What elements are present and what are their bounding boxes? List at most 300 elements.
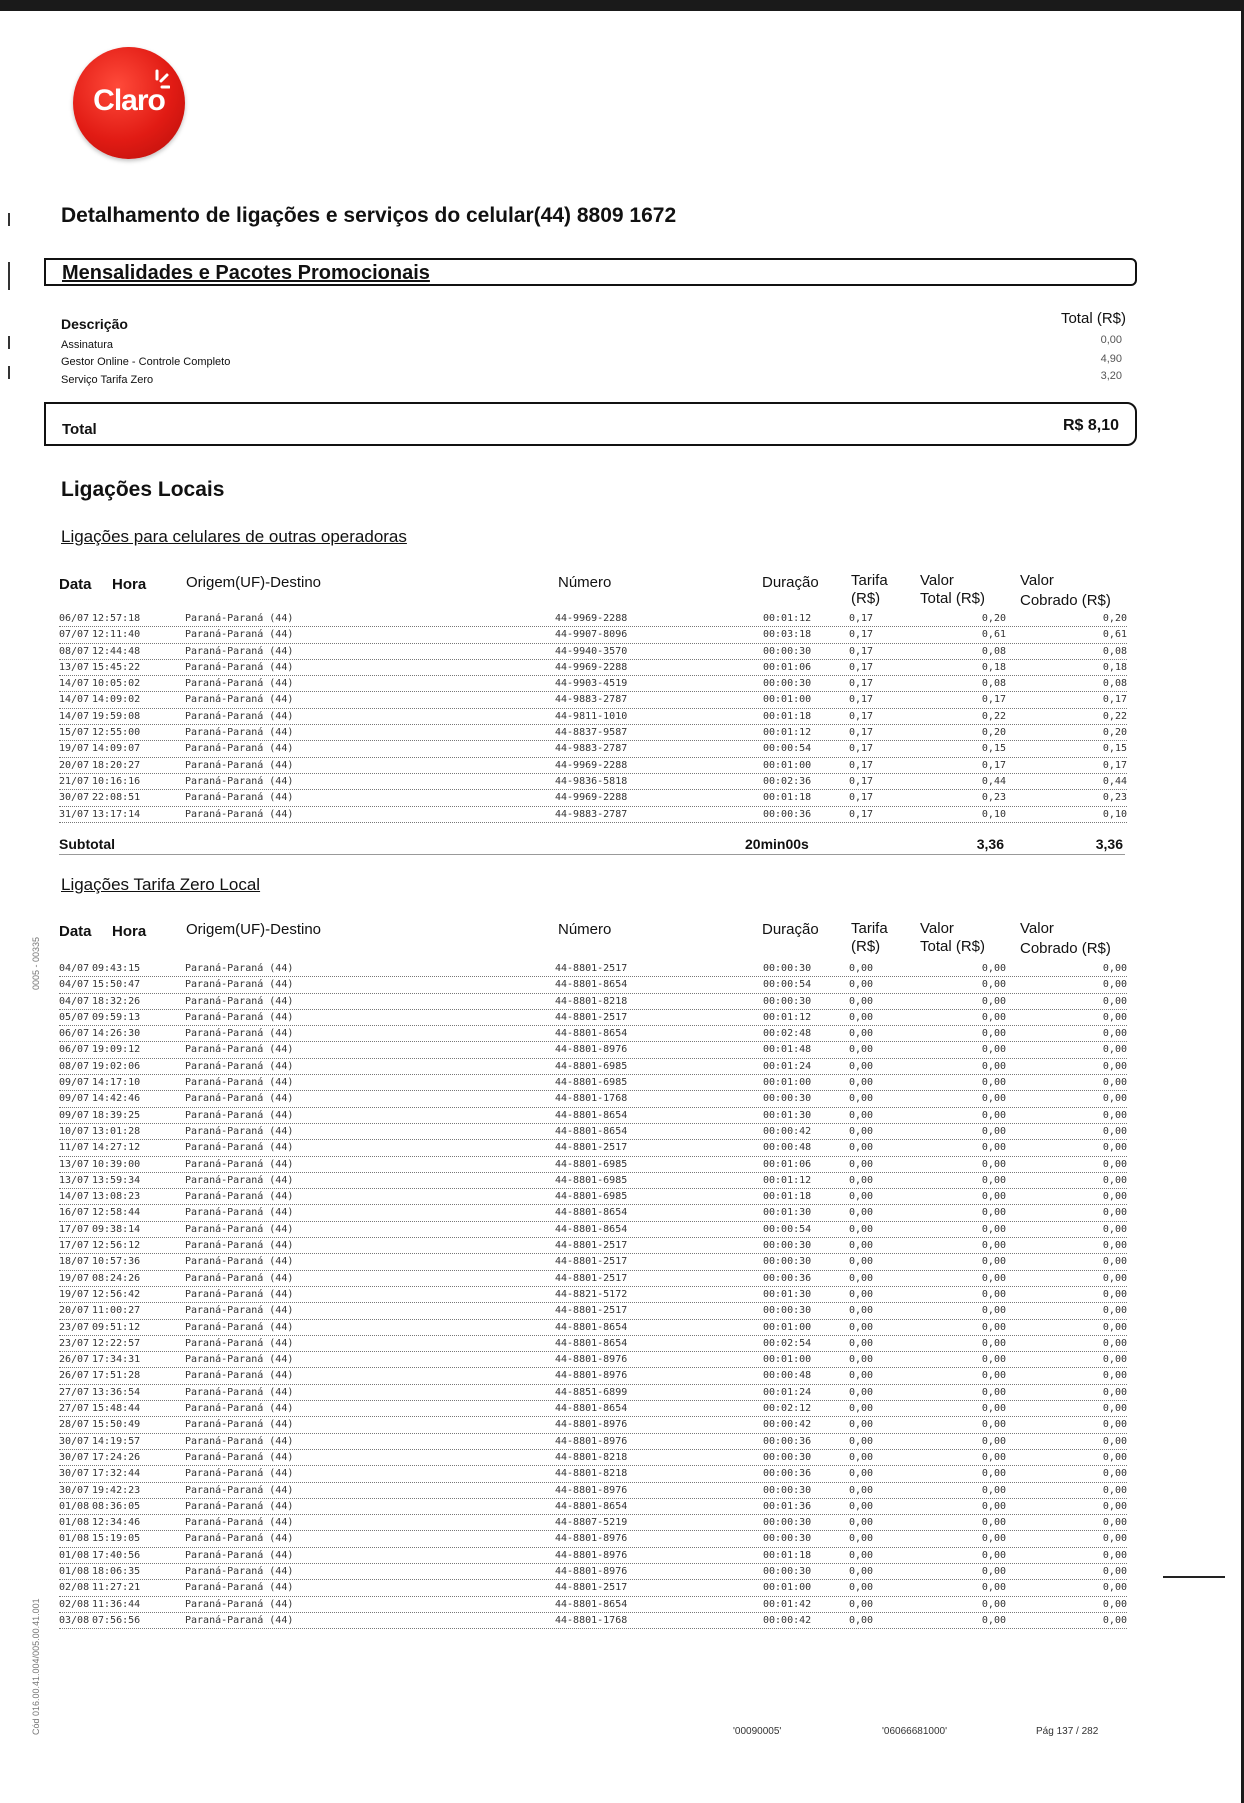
call-date: 04/07 [59, 995, 90, 1007]
table-row [59, 1222, 1127, 1238]
table-row [59, 1254, 1127, 1270]
footer-code-2: '06066681000' [882, 1726, 947, 1737]
call-number: 44-8801-8654 [555, 1403, 628, 1415]
call-time: 17:51:28 [92, 1370, 141, 1382]
call-route: Paraná-Paraná (44) [185, 1500, 294, 1512]
call-rate: 0,17 [849, 629, 874, 641]
call-number: 44-9969-2288 [555, 792, 628, 804]
call-date: 20/07 [59, 1305, 90, 1317]
call-date: 06/07 [59, 613, 90, 624]
call-charged: 0,00 [1102, 1240, 1127, 1252]
table-row [59, 1499, 1127, 1515]
call-total: 0,00 [981, 1321, 1006, 1333]
call-number: 44-8801-8654 [555, 1207, 628, 1219]
table-row [59, 1287, 1127, 1303]
call-rate: 0,17 [849, 661, 874, 673]
call-date: 27/07 [59, 1403, 90, 1415]
call-rate: 0,00 [849, 1305, 874, 1317]
call-duration: 00:00:30 [763, 678, 812, 690]
table-row [59, 725, 1127, 741]
call-number: 44-8801-1768 [555, 1093, 628, 1105]
call-duration: 00:00:30 [763, 963, 812, 974]
call-route: Paraná-Paraná (44) [185, 1435, 294, 1447]
call-charged: 0,23 [1102, 792, 1127, 804]
call-number: 44-8801-8654 [555, 979, 628, 991]
service-name: Serviço Tarifa Zero [61, 374, 154, 386]
call-total: 0,00 [981, 1549, 1006, 1561]
call-duration: 00:00:48 [763, 1370, 812, 1382]
call-route: Paraná-Paraná (44) [185, 1288, 294, 1300]
table-row [59, 994, 1127, 1010]
table-row [59, 1059, 1127, 1075]
call-charged: 0,00 [1102, 1207, 1127, 1219]
call-total: 0,00 [981, 1272, 1006, 1284]
table1-rows [59, 611, 1127, 823]
call-number: 44-8801-8976 [555, 1370, 628, 1382]
call-route: Paraná-Paraná (44) [185, 1598, 294, 1610]
col-tarifa: Tarifa [851, 920, 888, 937]
call-route: Paraná-Paraná (44) [185, 629, 294, 641]
call-route: Paraná-Paraná (44) [185, 1207, 294, 1219]
call-rate: 0,00 [849, 1500, 874, 1512]
call-total: 0,20 [981, 727, 1006, 739]
col-duracao: Duração [762, 574, 819, 591]
call-date: 30/07 [59, 792, 90, 804]
call-charged: 0,00 [1102, 1337, 1127, 1349]
call-charged: 0,00 [1102, 1142, 1127, 1154]
call-time: 10:16:16 [92, 775, 141, 787]
call-date: 07/07 [59, 629, 90, 641]
table-row [59, 1597, 1127, 1613]
table-row [59, 692, 1127, 708]
call-duration: 00:01:30 [763, 1288, 812, 1300]
call-route: Paraná-Paraná (44) [185, 1419, 294, 1431]
col-origem: Origem(UF)-Destino [186, 574, 322, 591]
mensalidades-heading: Mensalidades e Pacotes Promocionais [62, 262, 430, 284]
call-rate: 0,00 [849, 1321, 874, 1333]
call-rate: 0,00 [849, 1158, 874, 1170]
call-date: 19/07 [59, 1272, 90, 1284]
call-time: 15:19:05 [92, 1533, 141, 1545]
margin-tick [8, 213, 10, 226]
call-date: 01/08 [59, 1517, 90, 1529]
call-total: 0,00 [981, 1028, 1006, 1040]
table-row [59, 1157, 1127, 1173]
table-row [59, 1010, 1127, 1026]
call-date: 31/07 [59, 808, 90, 820]
call-time: 18:20:27 [92, 759, 141, 771]
table-row [59, 1531, 1127, 1547]
call-date: 09/07 [59, 1077, 90, 1089]
call-number: 44-9836-5818 [555, 775, 628, 787]
call-number: 44-8801-6985 [555, 1077, 628, 1089]
call-duration: 00:01:18 [763, 710, 812, 722]
call-time: 12:11:40 [92, 629, 141, 641]
call-charged: 0,00 [1102, 1582, 1127, 1594]
call-total: 0,15 [981, 743, 1006, 755]
call-charged: 0,00 [1102, 1191, 1127, 1203]
table-row [59, 1124, 1127, 1140]
table-row [59, 1173, 1127, 1189]
call-charged: 0,00 [1102, 1533, 1127, 1545]
call-route: Paraná-Paraná (44) [185, 1354, 294, 1366]
call-route: Paraná-Paraná (44) [185, 1272, 294, 1284]
call-rate: 0,00 [849, 1354, 874, 1366]
call-duration: 00:00:30 [763, 1484, 812, 1496]
call-charged: 0,00 [1102, 1370, 1127, 1382]
call-total: 0,17 [981, 759, 1006, 771]
call-rate: 0,00 [849, 995, 874, 1007]
call-route: Paraná-Paraná (44) [185, 1093, 294, 1105]
call-rate: 0,17 [849, 613, 874, 624]
call-route: Paraná-Paraná (44) [185, 963, 294, 974]
call-duration: 00:00:36 [763, 808, 812, 820]
table-row [59, 1042, 1127, 1058]
table-row [59, 1385, 1127, 1401]
call-date: 13/07 [59, 1158, 90, 1170]
table-row [59, 1434, 1127, 1450]
call-total: 0,00 [981, 1093, 1006, 1105]
call-duration: 00:01:18 [763, 792, 812, 804]
call-route: Paraná-Paraná (44) [185, 678, 294, 690]
call-date: 20/07 [59, 759, 90, 771]
call-route: Paraná-Paraná (44) [185, 1044, 294, 1056]
call-duration: 00:01:06 [763, 661, 812, 673]
call-duration: 00:01:48 [763, 1044, 812, 1056]
call-number: 44-8801-8976 [555, 1549, 628, 1561]
call-charged: 0,17 [1102, 694, 1127, 706]
call-rate: 0,00 [849, 1533, 874, 1545]
table-row [59, 660, 1127, 676]
call-charged: 0,00 [1102, 1598, 1127, 1610]
call-time: 14:09:02 [92, 694, 141, 706]
call-total: 0,00 [981, 1060, 1006, 1072]
tarifa-zero-heading: Ligações Tarifa Zero Local [61, 875, 261, 894]
call-time: 14:42:46 [92, 1093, 141, 1105]
call-total: 0,00 [981, 1223, 1006, 1235]
call-duration: 00:01:18 [763, 1191, 812, 1203]
call-rate: 0,00 [849, 1598, 874, 1610]
call-rate: 0,17 [849, 645, 874, 657]
call-date: 02/08 [59, 1582, 90, 1594]
table-row [59, 1205, 1127, 1221]
call-number: 44-8801-2517 [555, 1240, 628, 1252]
call-number: 44-8801-8654 [555, 1321, 628, 1333]
call-date: 08/07 [59, 645, 90, 657]
call-time: 09:59:13 [92, 1011, 141, 1023]
call-rate: 0,00 [849, 1109, 874, 1121]
call-charged: 0,20 [1102, 727, 1127, 739]
call-total: 0,00 [981, 1337, 1006, 1349]
call-route: Paraná-Paraná (44) [185, 1191, 294, 1203]
table-row [59, 1271, 1127, 1287]
call-number: 44-9940-3570 [555, 645, 628, 657]
call-rate: 0,00 [849, 1191, 874, 1203]
call-duration: 00:01:00 [763, 1077, 812, 1089]
call-time: 14:26:30 [92, 1028, 141, 1040]
col-data: Data [59, 576, 92, 593]
call-time: 19:42:23 [92, 1484, 141, 1496]
call-time: 18:32:26 [92, 995, 141, 1007]
call-total: 0,00 [981, 1582, 1006, 1594]
call-number: 44-9969-2288 [555, 613, 628, 624]
call-route: Paraná-Paraná (44) [185, 1077, 294, 1089]
call-duration: 00:00:30 [763, 1565, 812, 1577]
call-total: 0,00 [981, 1614, 1006, 1626]
table-row [59, 1091, 1127, 1107]
call-number: 44-8801-8654 [555, 1337, 628, 1349]
call-number: 44-8801-8976 [555, 1533, 628, 1545]
footer-code-1: '00090005' [733, 1726, 782, 1737]
call-total: 0,00 [981, 1174, 1006, 1186]
call-total: 0,00 [981, 1354, 1006, 1366]
call-total: 0,00 [981, 1533, 1006, 1545]
call-total: 0,00 [981, 1240, 1006, 1252]
call-route: Paraná-Paraná (44) [185, 1468, 294, 1480]
call-charged: 0,00 [1102, 1549, 1127, 1561]
call-duration: 00:02:36 [763, 775, 812, 787]
call-rate: 0,00 [849, 1060, 874, 1072]
call-rate: 0,17 [849, 678, 874, 690]
call-number: 44-9969-2288 [555, 759, 628, 771]
call-charged: 0,00 [1102, 1044, 1127, 1056]
call-charged: 0,08 [1102, 645, 1127, 657]
call-rate: 0,00 [849, 1240, 874, 1252]
call-total: 0,22 [981, 710, 1006, 722]
call-total: 0,00 [981, 995, 1006, 1007]
call-duration: 00:00:30 [763, 1256, 812, 1268]
call-time: 09:51:12 [92, 1321, 141, 1333]
call-charged: 0,00 [1102, 1468, 1127, 1480]
call-date: 09/07 [59, 1109, 90, 1121]
table-row [59, 1303, 1127, 1319]
table-row [59, 676, 1127, 692]
call-route: Paraná-Paraná (44) [185, 792, 294, 804]
call-time: 15:50:47 [92, 979, 141, 991]
call-charged: 0,10 [1102, 808, 1127, 820]
call-time: 14:19:57 [92, 1435, 141, 1447]
call-number: 44-8801-2517 [555, 1142, 628, 1154]
call-total: 0,00 [981, 1044, 1006, 1056]
call-total: 0,00 [981, 1207, 1006, 1219]
call-rate: 0,17 [849, 775, 874, 787]
call-route: Paraná-Paraná (44) [185, 1223, 294, 1235]
call-date: 15/07 [59, 727, 90, 739]
call-total: 0,00 [981, 1403, 1006, 1415]
call-date: 09/07 [59, 1093, 90, 1105]
call-total: 0,44 [981, 775, 1006, 787]
call-duration: 00:00:54 [763, 979, 812, 991]
call-date: 17/07 [59, 1223, 90, 1235]
col-data: Data [59, 923, 92, 940]
service-value: 0,00 [1100, 334, 1122, 346]
call-time: 18:06:35 [92, 1565, 141, 1577]
call-time: 08:24:26 [92, 1272, 141, 1284]
call-total: 0,00 [981, 1370, 1006, 1382]
margin-tick [8, 366, 10, 379]
call-charged: 0,00 [1102, 1614, 1127, 1626]
table-row [59, 1483, 1127, 1499]
call-number: 44-8801-6985 [555, 1060, 628, 1072]
call-rate: 0,00 [849, 1565, 874, 1577]
table-row [59, 1580, 1127, 1596]
call-rate: 0,00 [849, 1288, 874, 1300]
call-number: 44-8837-9587 [555, 727, 628, 739]
table-row [59, 1564, 1127, 1580]
call-number: 44-9969-2288 [555, 661, 628, 673]
call-route: Paraná-Paraná (44) [185, 1174, 294, 1186]
call-duration: 00:01:30 [763, 1207, 812, 1219]
service-value: 4,90 [1100, 353, 1122, 365]
col-valor-cobrado-unit: Cobrado (R$) [1020, 592, 1111, 609]
call-time: 11:27:21 [92, 1582, 141, 1594]
call-route: Paraná-Paraná (44) [185, 1305, 294, 1317]
table-row [59, 1336, 1127, 1352]
call-date: 14/07 [59, 1191, 90, 1203]
call-rate: 0,00 [849, 1419, 874, 1431]
call-rate: 0,00 [849, 1125, 874, 1137]
call-charged: 0,00 [1102, 1272, 1127, 1284]
call-number: 44-8801-6985 [555, 1158, 628, 1170]
call-number: 44-8801-2517 [555, 963, 628, 974]
call-date: 13/07 [59, 661, 90, 673]
call-route: Paraná-Paraná (44) [185, 1011, 294, 1023]
call-rate: 0,00 [849, 1549, 874, 1561]
call-duration: 00:01:00 [763, 694, 812, 706]
call-duration: 00:01:42 [763, 1598, 812, 1610]
table-row [59, 977, 1127, 993]
call-time: 18:39:25 [92, 1109, 141, 1121]
call-duration: 00:01:12 [763, 727, 812, 739]
call-number: 44-8851-6899 [555, 1386, 628, 1398]
call-duration: 00:02:12 [763, 1403, 812, 1415]
call-date: 26/07 [59, 1370, 90, 1382]
call-date: 19/07 [59, 743, 90, 755]
call-total: 0,00 [981, 1484, 1006, 1496]
mensalidades-header [44, 258, 1137, 286]
call-total: 0,00 [981, 1517, 1006, 1529]
call-time: 13:08:23 [92, 1191, 141, 1203]
call-route: Paraná-Paraná (44) [185, 1028, 294, 1040]
subtotal-row [59, 836, 1125, 855]
table2-rows [59, 961, 1127, 1629]
call-route: Paraná-Paraná (44) [185, 1549, 294, 1561]
call-number: 44-8801-8976 [555, 1565, 628, 1577]
call-rate: 0,00 [849, 1435, 874, 1447]
call-date: 30/07 [59, 1435, 90, 1447]
call-route: Paraná-Paraná (44) [185, 613, 294, 624]
margin-tick [8, 336, 10, 349]
call-time: 07:56:56 [92, 1614, 141, 1626]
call-charged: 0,00 [1102, 1403, 1127, 1415]
call-total: 0,08 [981, 678, 1006, 690]
call-number: 44-8801-2517 [555, 1272, 628, 1284]
call-total: 0,00 [981, 1125, 1006, 1137]
call-route: Paraná-Paraná (44) [185, 1321, 294, 1333]
call-time: 08:36:05 [92, 1500, 141, 1512]
call-number: 44-8801-8654 [555, 1125, 628, 1137]
call-date: 03/08 [59, 1614, 90, 1626]
call-duration: 00:00:36 [763, 1272, 812, 1284]
call-number: 44-8801-2517 [555, 1011, 628, 1023]
call-duration: 00:01:12 [763, 1174, 812, 1186]
call-total: 0,17 [981, 694, 1006, 706]
call-charged: 0,00 [1102, 1125, 1127, 1137]
call-total: 0,00 [981, 1256, 1006, 1268]
col-numero: Número [558, 574, 612, 591]
col-tarifa-unit: (R$) [851, 590, 881, 607]
call-duration: 00:00:30 [763, 995, 812, 1007]
table-row [59, 1189, 1127, 1205]
call-route: Paraná-Paraná (44) [185, 645, 294, 657]
call-total: 0,00 [981, 979, 1006, 991]
table-row [59, 627, 1127, 643]
table-row [59, 1108, 1127, 1124]
call-number: 44-8801-6985 [555, 1191, 628, 1203]
col-valor-total-unit: Total (R$) [920, 938, 986, 955]
table-row [59, 1515, 1127, 1531]
call-time: 09:38:14 [92, 1223, 141, 1235]
col-origem: Origem(UF)-Destino [186, 921, 322, 938]
call-date: 02/08 [59, 1598, 90, 1610]
call-route: Paraná-Paraná (44) [185, 1386, 294, 1398]
call-charged: 0,00 [1102, 1451, 1127, 1463]
table-row [59, 1401, 1127, 1417]
call-duration: 00:01:12 [763, 1011, 812, 1023]
call-rate: 0,00 [849, 1614, 874, 1626]
call-date: 17/07 [59, 1240, 90, 1252]
call-date: 14/07 [59, 678, 90, 690]
call-duration: 00:01:06 [763, 1158, 812, 1170]
call-duration: 00:01:18 [763, 1549, 812, 1561]
call-charged: 0,00 [1102, 1305, 1127, 1317]
call-duration: 00:01:24 [763, 1386, 812, 1398]
call-duration: 00:00:42 [763, 1419, 812, 1431]
col-valor-total: Valor [920, 572, 954, 589]
call-time: 12:44:48 [92, 645, 141, 657]
call-charged: 0,22 [1102, 710, 1127, 722]
table-row [59, 807, 1127, 823]
call-charged: 0,00 [1102, 1158, 1127, 1170]
call-number: 44-8801-8654 [555, 1028, 628, 1040]
call-rate: 0,17 [849, 792, 874, 804]
call-duration: 00:02:48 [763, 1028, 812, 1040]
call-route: Paraná-Paraná (44) [185, 995, 294, 1007]
service-name: Gestor Online - Controle Completo [61, 356, 231, 368]
call-duration: 00:03:18 [763, 629, 812, 641]
table-row [59, 709, 1127, 725]
call-total: 0,00 [981, 1565, 1006, 1577]
table-row [59, 1075, 1127, 1091]
table-row [59, 1352, 1127, 1368]
table-row [59, 1320, 1127, 1336]
call-time: 12:58:44 [92, 1207, 141, 1219]
call-route: Paraná-Paraná (44) [185, 1533, 294, 1545]
call-rate: 0,17 [849, 808, 874, 820]
call-charged: 0,00 [1102, 1109, 1127, 1121]
total-label: Total [62, 421, 97, 438]
call-date: 14/07 [59, 694, 90, 706]
col-valor-cobrado: Valor [1020, 572, 1054, 589]
call-time: 15:50:49 [92, 1419, 141, 1431]
call-duration: 00:00:42 [763, 1125, 812, 1137]
table-row [59, 1026, 1127, 1042]
call-number: 44-8801-8976 [555, 1354, 628, 1366]
call-duration: 00:00:36 [763, 1435, 812, 1447]
table-row [59, 611, 1127, 627]
call-number: 44-8801-8654 [555, 1109, 628, 1121]
call-total: 0,00 [981, 1451, 1006, 1463]
